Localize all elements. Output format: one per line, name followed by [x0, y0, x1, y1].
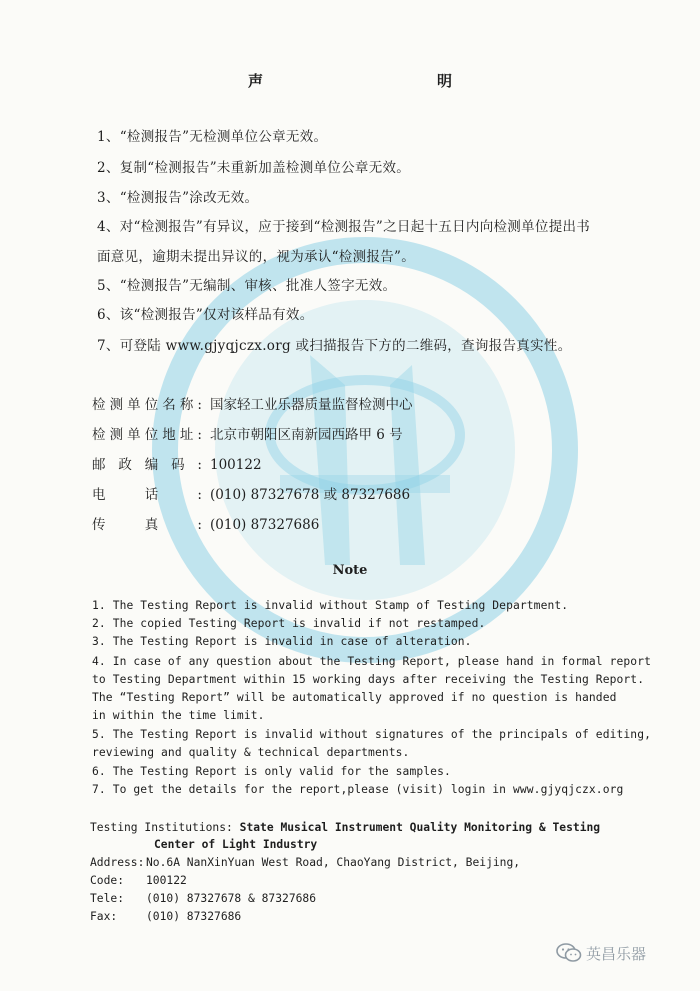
institution-postcode-label: 邮政编码:: [92, 457, 202, 473]
wechat-icon: [556, 942, 582, 964]
institution-phone-row: [92, 483, 410, 503]
watermark-text: 英昌乐器: [586, 944, 647, 963]
declaration-item-4: 4、对“检测报告”有异议，应于接到“检测报告”之日起十五日内向检测单位提出书: [97, 219, 591, 235]
note-line-5: 5. The Testing Report is invalid without signatures of the principals of editing,: [92, 728, 652, 741]
tele-value: (010) 87327678 & 87327686: [146, 892, 317, 905]
fax-value: (010) 87327686: [146, 910, 242, 923]
note-line-4-limit: in within the time limit.: [92, 709, 265, 722]
testing-institution-name-1: State Musical Instrument Quality Monitoring & Testing: [239, 821, 601, 834]
institution-postcode-value: 100122: [210, 457, 262, 473]
fax-row: [90, 910, 241, 923]
fax-label: Fax:: [90, 910, 118, 923]
institution-name-row: [92, 393, 413, 413]
testing-institution-label: Testing Institutions:: [90, 821, 233, 834]
code-label: Code:: [90, 874, 125, 887]
address-row: [90, 856, 520, 869]
institution-address-label: 检测单位地址:: [92, 427, 202, 443]
declaration-item-2: 2、复制“检测报告”未重新加盖检测单位公章无效。: [97, 160, 411, 176]
testing-institution-row: [90, 821, 600, 834]
institution-fax-value: (010) 87327686: [210, 517, 320, 533]
declaration-item-3: 3、“检测报告”涂改无效。: [97, 190, 259, 206]
declaration-title: 声 明: [247, 72, 500, 90]
institution-fax-label: 传真:: [92, 517, 202, 533]
institution-phone-label: 电话:: [92, 487, 202, 503]
declaration-item-4-cont: 面意见，逾期未提出异议的，视为承认“检测报告”。: [97, 249, 416, 265]
institution-address-row: [92, 423, 403, 443]
code-value: 100122: [146, 874, 187, 887]
note-line-5-cont: reviewing and quality & technical departments.: [92, 746, 410, 759]
institution-name-value: 国家轻工业乐器质量监督检测中心: [210, 397, 413, 413]
declaration-item-6: 6、该“检测报告”仅对该样品有效。: [97, 307, 314, 323]
note-line-4-approval: The “Testing Report” will be automatically approved if no question is handed: [92, 691, 617, 704]
institution-postcode-row: [92, 453, 262, 473]
declaration-item-1: 1、“检测报告”无检测单位公章无效。: [97, 129, 328, 145]
note-line-4: 4. In case of any question about the Testing Report, please hand in formal report: [92, 655, 652, 668]
note-line-2: 2. The copied Testing Report is invalid if not restamped.: [92, 617, 486, 630]
note-line-3: 3. The Testing Report is invalid in case of alteration.: [92, 635, 472, 648]
note-line-4-cont: to Testing Department within 15 working days after receiving the Testing Report.: [92, 673, 645, 686]
institution-phone-value: (010) 87327678 或 87327686: [210, 487, 411, 503]
institution-name-label: 检测单位名称:: [92, 397, 202, 413]
institution-fax-row: [92, 513, 319, 533]
declaration-item-5: 5、“检测报告”无编制、审核、批准人签字无效。: [97, 278, 397, 294]
tele-label: Tele:: [90, 892, 125, 905]
note-line-1: 1. The Testing Report is invalid without Stamp of Testing Department.: [92, 599, 569, 612]
tele-row: [90, 892, 316, 905]
note-line-6: 6. The Testing Report is only valid for the samples.: [92, 765, 451, 778]
institution-address-value: 北京市朝阳区南新园西路甲 6 号: [210, 427, 403, 443]
code-row: [90, 874, 187, 887]
wechat-watermark: [556, 942, 646, 964]
address-value: No.6A NanXinYuan West Road, ChaoYang District, Beijing,: [146, 856, 521, 869]
declaration-item-7: 7、可登陆 www.gjyqjczx.org 或扫描报告下方的二维码，查询报告真实性。: [97, 338, 572, 354]
address-label: Address:: [90, 856, 145, 869]
note-title: Note: [332, 563, 368, 578]
note-line-7: 7. To get the details for the report,please (visit) login in www.gjyqjczx.org: [92, 783, 624, 796]
testing-institution-name-2: Center of Light Industry: [154, 838, 318, 851]
